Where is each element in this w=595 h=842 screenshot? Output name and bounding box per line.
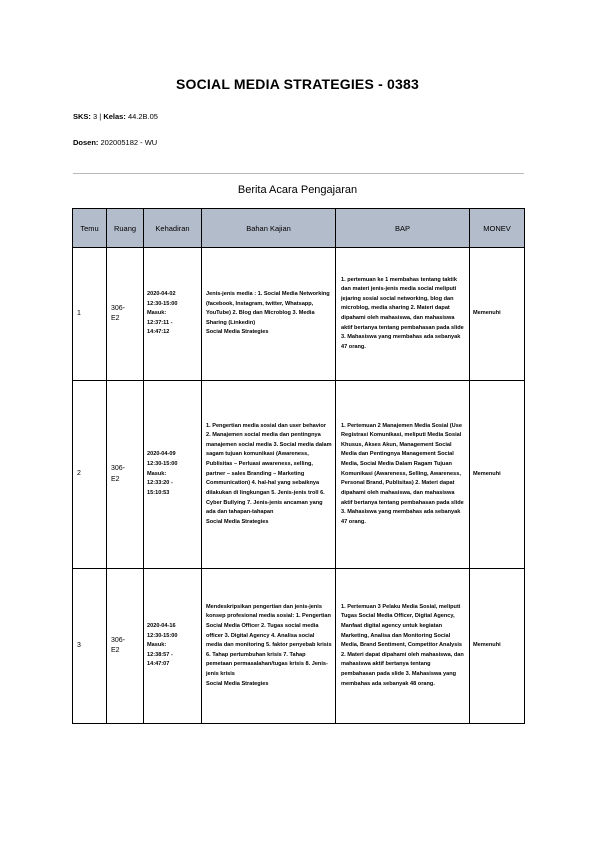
cell-kehadiran: 2020-04-02 12:30-15:00 Masuk: 12:37:11 - 14:47:12 [144,248,202,381]
header-ruang: Ruang [107,209,144,248]
section-title: Berita Acara Pengajaran [237,184,358,196]
cell-bap: 1. pertemuan ke 1 membahas tentang taktik dan materi jenis-jenis media social meliputi jejaring sosial social networking, blog dan microblog, media sharing 2. Materi dapat dipahami oleh mahasiswa, dan mahasiswa aktif bertanya tentang pembahasan pada slide 3. Mahasiswa yang membahas ada sebanyak 47 orang. [336,248,470,381]
page-title: SOCIAL MEDIA STRATEGIES - 0383 [175,76,419,92]
dosen-value: 202005182 - WU [100,138,158,147]
teaching-record-table [72,208,525,724]
cell-monev: Memenuhi [470,381,525,569]
header-bahan-kajian: Bahan Kajian [202,209,336,248]
divider [73,173,524,174]
cell-bap: 1. Pertemuan 3 Pelaku Media Sosial, meliputi Tugas Social Media Officer, Digital Agency, Manfaat digital agency untuk kegiatan Marketing, Analisa dan Monitoring Social Media, Brand Sentiment, Competitor Analysis 2. Materi dapat dipahami oleh mahasiswa, dan mahasiswa aktif bertanya tentang pembahasan pada slide 3. Mahasiswa yang membahas ada sebanyak 48 orang. [336,569,470,724]
cell-ruang: 306- E2 [107,381,144,569]
cell-bahan-kajian: Mendeskripsikan pengertian dan jenis-jenis konsep profesional media sosial: 1. Pengertian Social Media Officer 2. Tugas social media officer 3. Digital Agency 4. Analisa social media dan monitoring 5. faktor penyebab krisis 6. Tahap pertumbuhan krisis 7. Tahap pemetaan permasalahan/tugas krisis 8. Jenis-jenis krisis Social Media Strategies [202,569,336,724]
cell-kehadiran: 2020-04-09 12:30-15:00 Masuk: 12:33:20 - 15:10:53 [144,381,202,569]
cell-temu: 3 [73,569,107,724]
header-temu: Temu [73,209,107,248]
cell-monev: Memenuhi [470,569,525,724]
kelas-label: Kelas [103,112,124,121]
cell-monev: Memenuhi [470,248,525,381]
table-row [73,569,525,724]
cell-bahan-kajian: 1. Pengertian media sosial dan user behavior 2. Manajemen social media dan pentingnya manajemen social media 3. Social media dalam sagam tujuan komunikasi (Awareness, Publisitas – Perluasi awareness, selling, partner – sales Branding – Marketing Communication) 4. hal-hal yang sebaiknya dilakukan di lingkungan 5. Jenis-jenis troll 6. Cyber Bullying 7. Jenis-jenis ancaman yang ada dan tahapan-tahapan Social Media Strategies [202,381,336,569]
kelas-value: 44.2B.05 [127,112,158,121]
cell-ruang: 306- E2 [107,248,144,381]
cell-temu: 1 [73,248,107,381]
cell-ruang: 306- E2 [107,569,144,724]
header-bap: BAP [336,209,470,248]
table-row [73,381,525,569]
course-info-line: SKS: 3 | Kelas: 44.2B.05 [73,112,158,121]
cell-kehadiran: 2020-04-16 12:30-15:00 Masuk: 12:38:57 - 14:47:07 [144,569,202,724]
cell-temu: 2 [73,381,107,569]
header-monev: MONEV [470,209,525,248]
table-header-row [73,209,525,248]
sks-label: SKS [73,112,89,121]
lecturer-info-line: Dosen: 202005182 - WU [73,138,158,147]
cell-bap: 1. Pertemuan 2 Manajemen Media Sosial (Use Registrasi Komunikasi, meliputi Media Sosial Khusus, Akses Akun, Management Social Media dan Pentingnya Management Social Media, Social Media Dalam Ragam Tujuan Komunikasi (Awareness, Selling, Awareness, Personal Brand, Publisitas) 2. Materi dapat dipahami oleh mahasiswa, dan mahasiswa aktif bertanya tentang pembahasan pada slide 3. Mahasiswa yang membahas ada sebanyak 47 orang. [336,381,470,569]
sks-value: 3 [93,112,98,121]
header-kehadiran: Kehadiran [144,209,202,248]
table-row [73,248,525,381]
cell-bahan-kajian: Jenis-jenis media : 1. Social Media Networking (facebook, Instagram, twitter, Whatsapp, YouTube) 2. Blog dan Microblog 3. Media Sharing (Linkedin) Social Media Strategies [202,248,336,381]
dosen-label: Dosen [73,138,96,147]
